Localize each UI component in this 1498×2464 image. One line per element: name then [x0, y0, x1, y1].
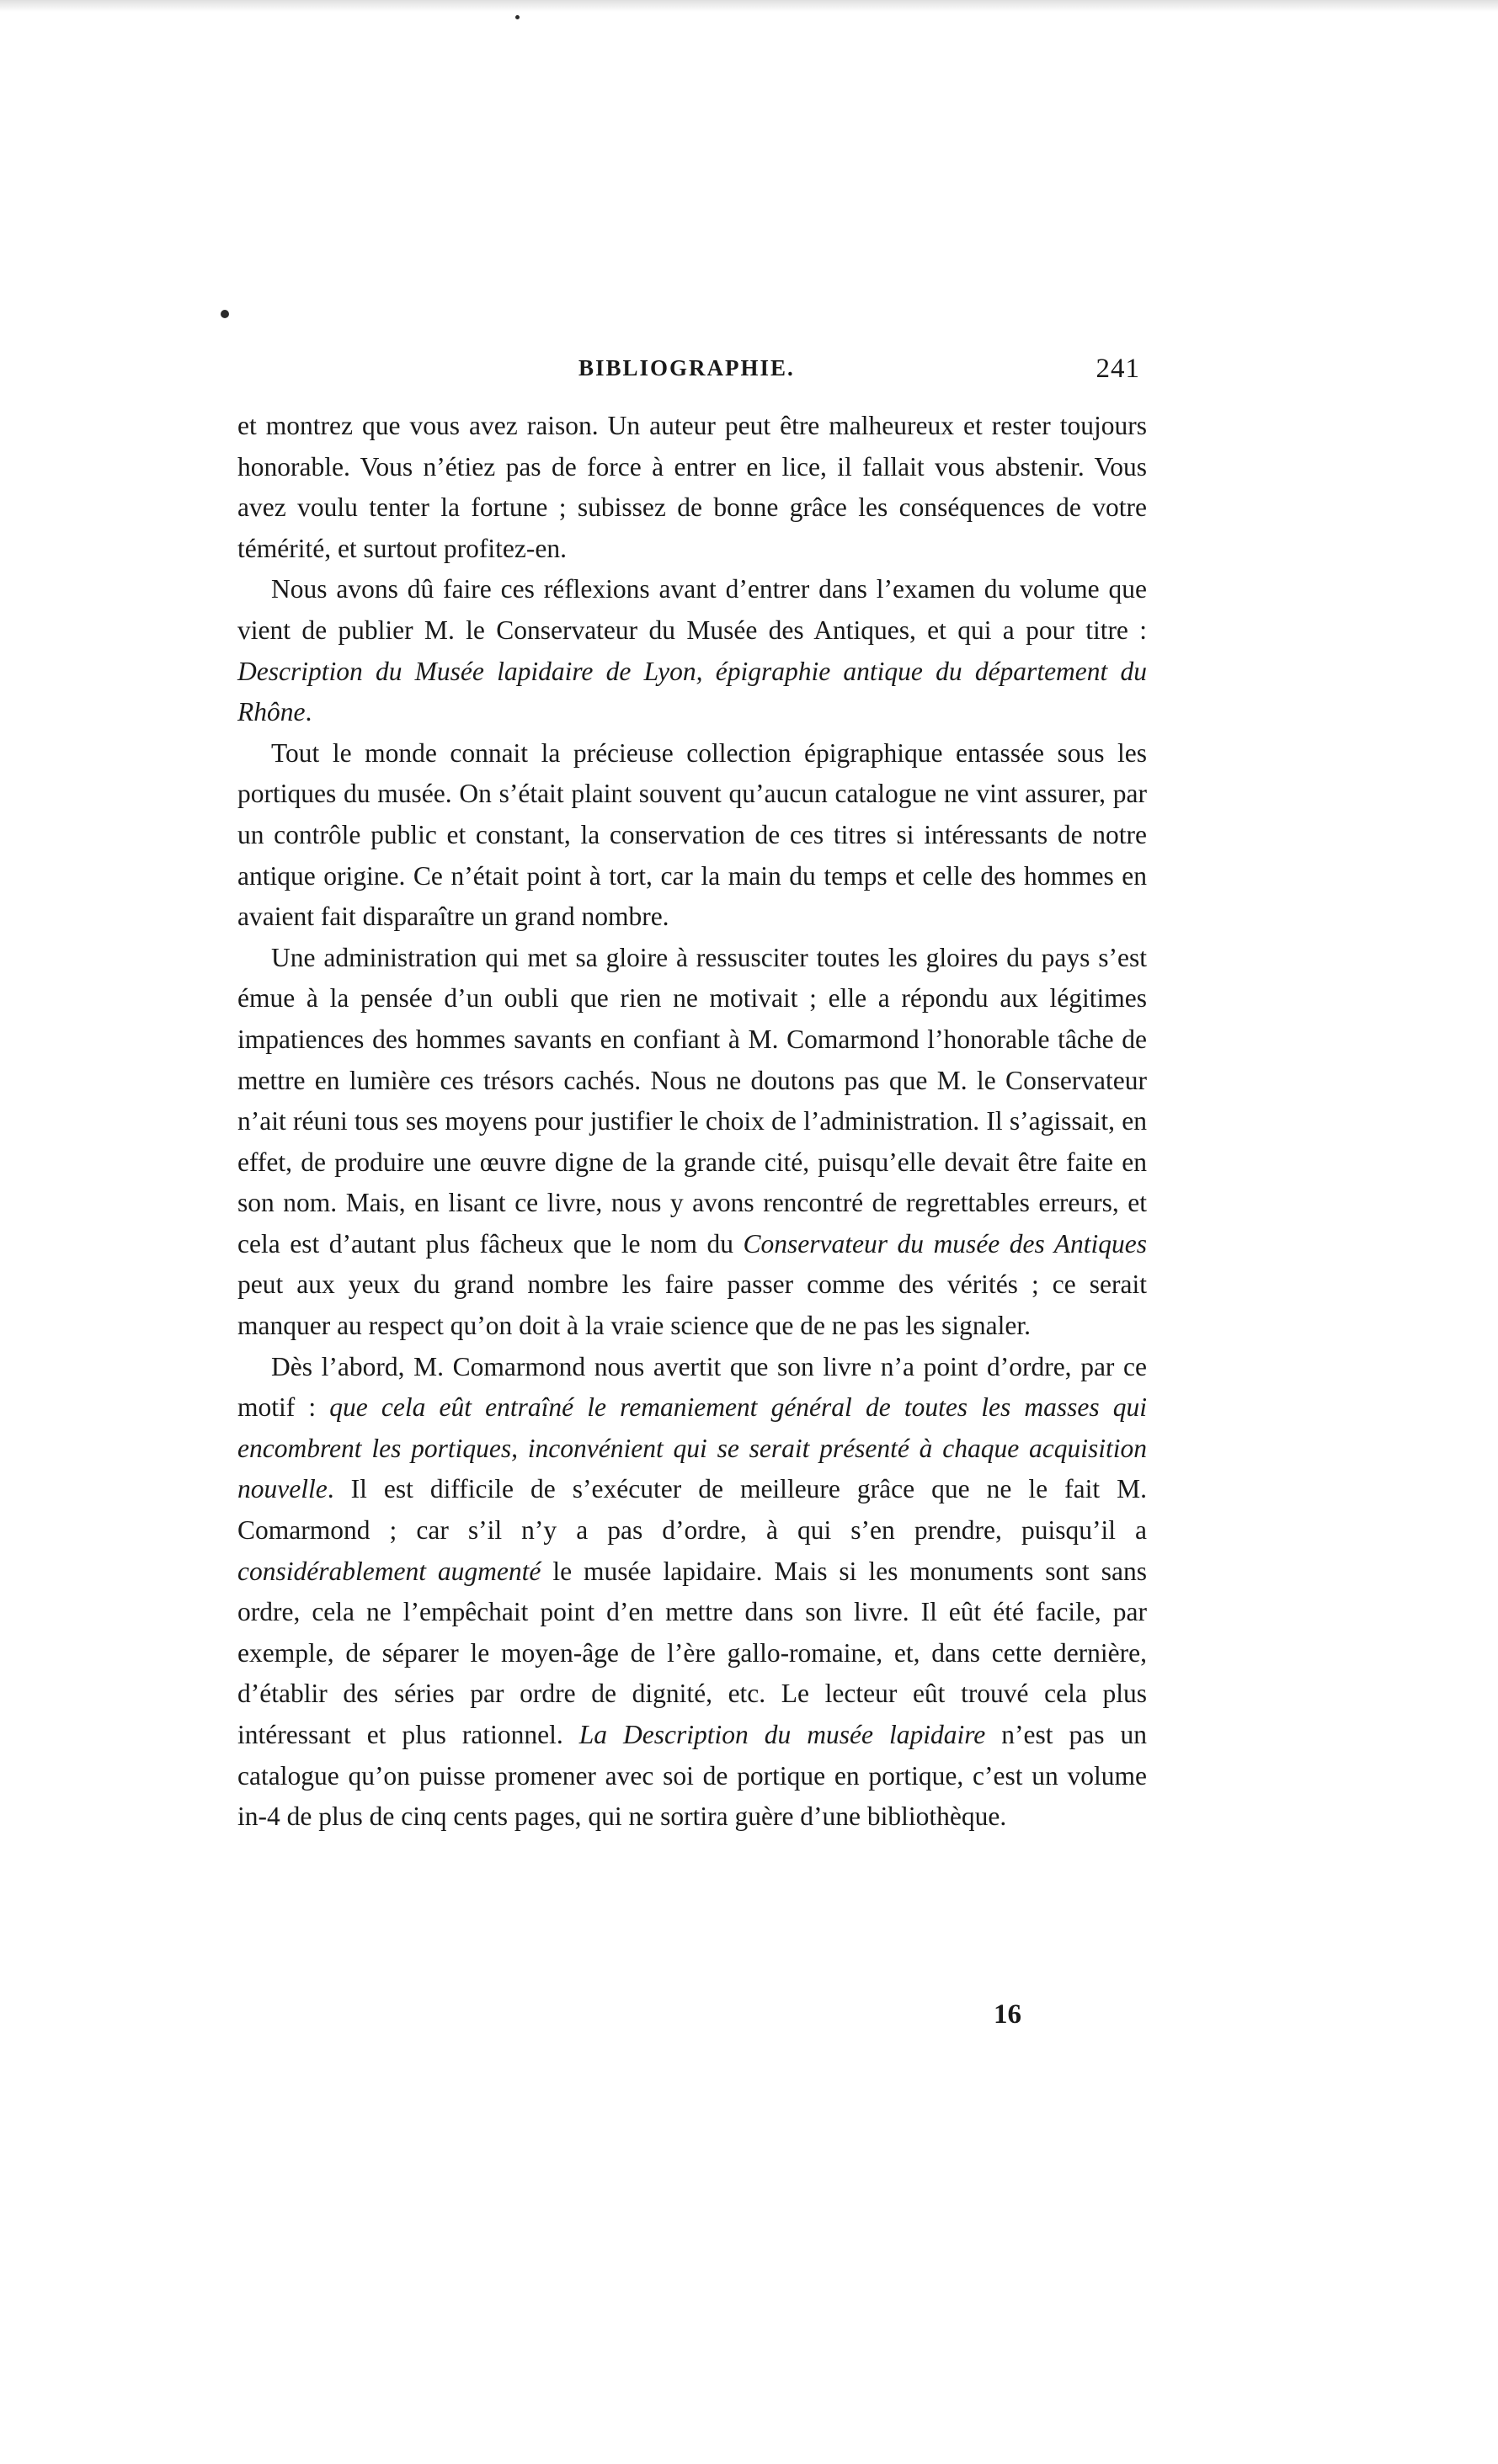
text-run: n’est pas un catalogue qu’on puisse promener avec soi de portique en portique, c’est un volume in-4 de plus de cinq cents pages, qui ne sortira guère d’une bibliothèque. — [237, 1720, 1148, 1832]
ink-speck — [221, 310, 229, 318]
italic-text: que cela eût entraîné le remaniement général de toutes les masses qui encombrent les portiques, inconvénient qui se serait présenté à chaque acquisition nouvelle — [237, 1392, 1147, 1504]
text-run: Dès l’abord, M. Comarmond nous avertit que son livre n’a point d’ordre, par ce motif : — [237, 1351, 1147, 1423]
scan-top-edge — [0, 0, 1498, 12]
paragraph — [237, 938, 1147, 1347]
running-title: BIBLIOGRAPHIE. — [578, 355, 795, 381]
document-page — [237, 354, 1147, 2088]
paragraph: et montrez que vous avez raison. Un auteur peut être malheureux et rester toujours honorable. Vous n’étiez pas de force à entrer en lice, il fallait vous abstenir. Vous avez voulu tenter la fortune ; subissez de bonne grâce les conséquences de votre témérité, et surtout profitez-en. — [237, 411, 1147, 563]
text-run: Nous avons dû faire ces réflexions avant d’entrer dans l’examen du volume que vient de publier M. le Conservateur du Musée des Antiques, et qui a pour titre : — [237, 574, 1147, 645]
italic-text: Description du Musée lapidaire de Lyon, épigraphie antique du département du Rhône — [237, 656, 1147, 727]
running-head — [237, 354, 1147, 394]
italic-text: La Description du musée lapidaire — [578, 1720, 986, 1749]
text-run: . Il est difficile de s’exécuter de meilleure grâce que ne le fait M. Comarmond ; car s’il n’y a pas d’ordre, à qui s’en prendre, puisqu’il a — [237, 1474, 1147, 1546]
paragraph — [237, 1347, 1147, 1838]
italic-text: considérablement augmenté — [237, 1556, 541, 1586]
paragraph: Tout le monde connait la précieuse collection épigraphique entassée sous les portiques du musée. On s’était plaint souvent qu’aucun catalogue ne vint assurer, par un contrôle public et constant, la conservation de ces titres si intéressants de notre antique origine. Ce n’était point à tort, car la main du temps et celle des hommes en avaient fait disparaître un grand nombre. — [237, 737, 1147, 932]
ink-speck — [515, 15, 520, 19]
text-run: . — [305, 697, 312, 727]
italic-text: Conservateur du musée des Antiques — [743, 1228, 1147, 1259]
paragraph — [237, 569, 1147, 732]
text-run: peut aux yeux du grand nombre les faire passer comme des vérités ; ce serait manquer au respect qu’on doit à la vraie science que de ne pas les signaler. — [237, 1269, 1147, 1341]
body-text — [237, 406, 1147, 1838]
text-run: le musée lapidaire. Mais si les monuments sont sans ordre, cela ne l’empêchait point d’en mettre dans son livre. Il eût été facile, par exemple, de séparer le moyen-âge de l’ère gallo-romaine, et, dans cette dernière, d’établir des séries par ordre de dignité, etc. Le lecteur eût trouvé cela plus intéressant et plus rationnel. — [237, 1556, 1147, 1749]
page-number: 241 — [1096, 354, 1140, 384]
text-run: Une administration qui met sa gloire à ressusciter toutes les gloires du pays s’est émue à la pensée d’un oubli que rien ne motivait ; elle a répondu aux légitimes impatiences des hommes savants en confiant à M. Comarmond l’honorable tâche de mettre en lumière ces trésors cachés. Nous ne doutons pas que M. le Conservateur n’ait réuni tous ses moyens pour justifier le choix de l’administration. Il s’agissait, en effet, de produire une œuvre digne de la grande cité, puisqu’elle devait être faite en son nom. Mais, en lisant ce livre, nous y avons rencontré de regrettables erreurs, et cela est d’autant plus fâcheux que le nom du — [237, 942, 1147, 1259]
signature-mark: 16 — [994, 1999, 1021, 2030]
